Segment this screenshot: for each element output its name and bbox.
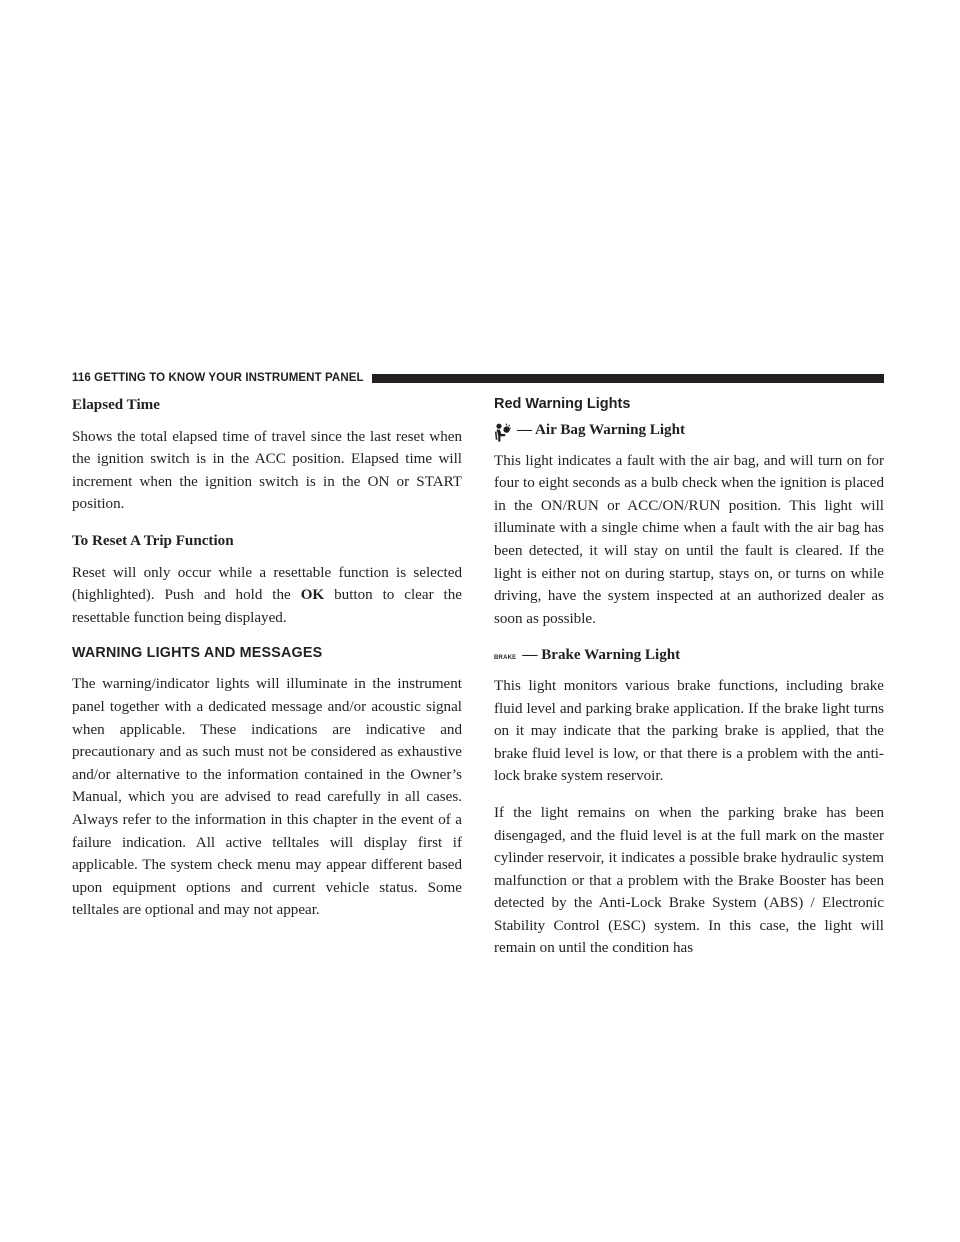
- page-header: [72, 370, 884, 386]
- airbag-warning-text: This light indicates a fault with the air bag, and will turn on for four to eight seconds as a bulb check when the ignition is placed in the ON/RUN or ACC/ON/RUN position. This light will illuminate with a single chime when a fault with the air bag has been detected, it will stay on until the fault is cleared. If the light is either not on during startup, stays on, or turns on while driving, have the system inspected at an authorized dealer as soon as possible.: [494, 452, 884, 627]
- header-rule: [372, 374, 884, 383]
- warning-lights-text: The warning/indicator lights will illuminate in the instrument panel together with a dedicated message and/or acoustic signal when applicable. These indications are indicative and precautionary and as such must not be considered as exhaustive and/or alternative to the information contained in the Owner’s Manual, which you are advised to read carefully in all cases. Always refer to the information in this chapter in the event of a failure indication. All active telltales will display first if applicable. The system check menu may appear different based upon equipment options and current vehicle status. Some telltales are optional and may not appear.: [72, 676, 462, 919]
- airbag-warning-heading: — Air Bag Warning Light: [517, 422, 686, 438]
- brake-warning-icon: BRAKE: [494, 654, 517, 661]
- ok-button-label: OK: [300, 587, 325, 604]
- brake-warning-text-1: This light monitors various brake functions, including brake fluid level and parking brake application. If the brake light turns on it may indicate that the parking brake is applied, that the brake fluid level is low, or that there is a problem with the anti-lock brake system reservoir.: [494, 677, 884, 785]
- elapsed-time-text: Shows the total elapsed time of travel since the last reset when the ignition switch is in the ACC position. Elapsed time will increment when the ignition switch is in the ON or START position.: [72, 428, 462, 513]
- airbag-warning-icon: [494, 423, 511, 442]
- brake-warning-heading: — Brake Warning Light: [522, 647, 681, 664]
- right-column: [494, 394, 884, 974]
- warning-lights-heading: WARNING LIGHTS AND MESSAGES: [72, 645, 323, 662]
- reset-text-after: button to clear the resettable function being displayed.: [72, 587, 462, 626]
- brake-item-heading: [494, 644, 884, 667]
- reset-trip-heading: To Reset A Trip Function: [72, 532, 234, 549]
- page-header-title: 116 GETTING TO KNOW YOUR INSTRUMENT PANEL: [72, 372, 364, 384]
- red-warning-lights-heading: Red Warning Lights: [494, 396, 631, 412]
- reset-trip-text: [72, 562, 462, 630]
- elapsed-time-heading: Elapsed Time: [72, 397, 160, 413]
- airbag-item-heading: [494, 419, 884, 442]
- left-column: [72, 394, 462, 936]
- reset-text-before: Reset will only occur while a resettable function is selected (highlighted). Push and hold the: [72, 564, 462, 604]
- brake-warning-text-2: If the light remains on when the parking brake has been disengaged, and the fluid level is at the full mark on the master cylinder reservoir, it indicates a possible brake hydraulic system malfunction or that a problem with the Brake Booster has been detected by the Anti-Lock Brake System (ABS) / Electronic Stability Control (ESC) system. In this case, the light will remain on until the condition has: [494, 804, 884, 957]
